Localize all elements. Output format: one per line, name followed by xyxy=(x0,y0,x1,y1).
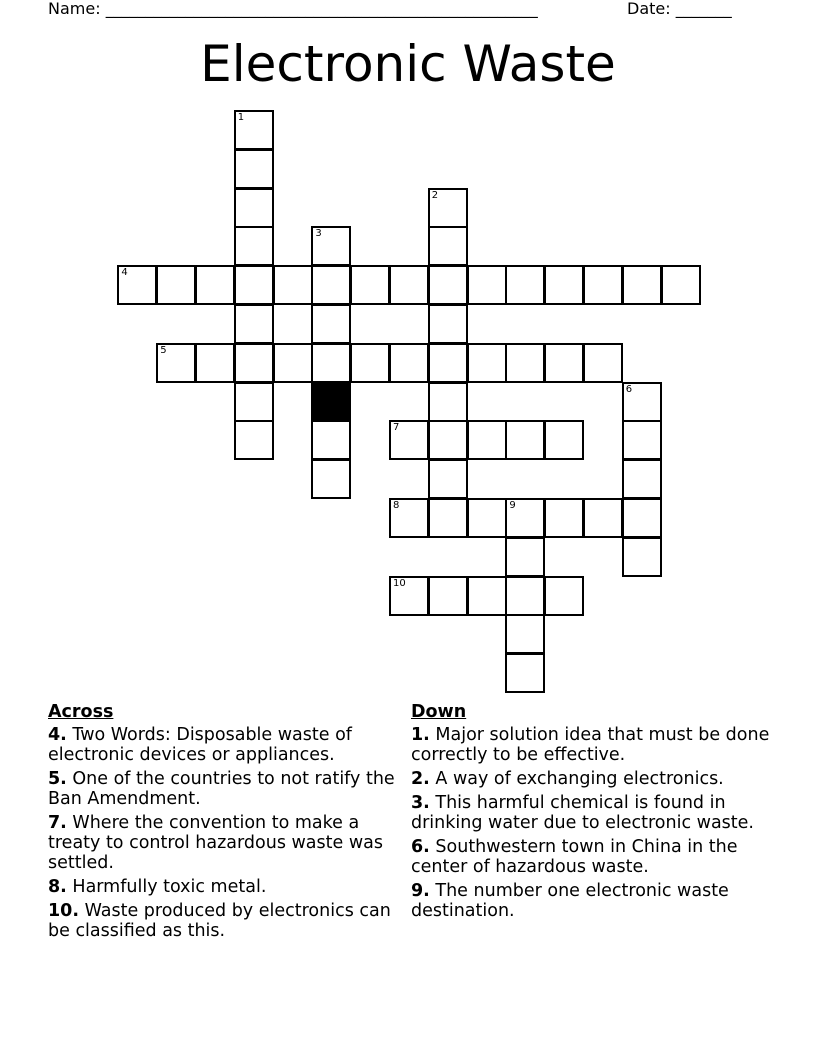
grid-cell[interactable] xyxy=(428,576,468,616)
grid-cell[interactable] xyxy=(234,343,274,383)
grid-cell[interactable] xyxy=(311,304,351,344)
clue-number: 3 xyxy=(315,228,322,240)
grid-cell[interactable] xyxy=(156,343,196,383)
clue-number: 7 xyxy=(393,422,400,434)
clue-number: 9 xyxy=(509,500,516,511)
grid-cell[interactable] xyxy=(544,265,584,305)
name-line[interactable]: ______________________________________________________ xyxy=(105,0,538,18)
grid-cell[interactable] xyxy=(505,653,545,693)
grid-cell[interactable] xyxy=(428,498,468,538)
grid-cell[interactable] xyxy=(428,459,468,499)
down-clues xyxy=(411,702,771,925)
grid-cell[interactable] xyxy=(583,343,623,383)
down-clue: 3. This harmful chemical is found in drinking water due to electronic waste. xyxy=(411,793,754,833)
grid-cell[interactable] xyxy=(234,110,274,150)
across-clue: 8. Harmfully toxic metal. xyxy=(48,877,267,897)
grid-cell[interactable] xyxy=(505,420,545,460)
down-clue: 1. Major solution idea that must be done correctly to be effective. xyxy=(411,725,770,765)
across-clues xyxy=(48,702,408,945)
grid-cell[interactable] xyxy=(622,498,662,538)
down-clue: 9. The number one electronic waste destination. xyxy=(411,881,729,921)
grid-cell[interactable] xyxy=(428,382,468,422)
clue-number: 1 xyxy=(237,112,245,123)
grid-cell[interactable] xyxy=(544,420,584,460)
grid-cell[interactable] xyxy=(505,265,545,305)
grid-cell[interactable] xyxy=(311,265,351,305)
clue-number: 4 xyxy=(121,267,128,279)
grid-cell[interactable] xyxy=(467,420,507,460)
grid-cell[interactable] xyxy=(583,265,623,305)
grid-cell[interactable] xyxy=(117,265,157,305)
grid-cell[interactable] xyxy=(467,343,507,383)
date-label: Date: xyxy=(627,0,671,18)
date-line[interactable]: _______ xyxy=(675,0,732,18)
clue-number: 5 xyxy=(160,344,167,356)
grid-cell[interactable] xyxy=(234,226,274,266)
grid-cell[interactable] xyxy=(156,265,196,305)
down-clue: 6. Southwestern town in China in the center of hazardous waste. xyxy=(411,837,738,877)
grid-cell[interactable] xyxy=(661,265,701,305)
black-square xyxy=(311,382,351,422)
grid-cell[interactable] xyxy=(622,420,662,460)
grid-cell[interactable] xyxy=(311,459,351,499)
grid-cell[interactable] xyxy=(622,459,662,499)
grid-cell[interactable] xyxy=(195,265,235,305)
grid-cell[interactable] xyxy=(389,420,429,460)
grid-cell[interactable] xyxy=(273,343,313,383)
clue-number: 8 xyxy=(393,500,400,511)
grid-cell[interactable] xyxy=(505,498,545,538)
down-heading: Down xyxy=(411,702,467,722)
grid-cell[interactable] xyxy=(428,304,468,344)
clue-number: 6 xyxy=(625,383,633,395)
across-heading: Across xyxy=(48,702,114,722)
across-clue: 10. Waste produced by electronics can be classified as this. xyxy=(48,901,391,941)
grid-cell[interactable] xyxy=(622,382,662,422)
grid-cell[interactable] xyxy=(234,420,274,460)
grid-cell[interactable] xyxy=(544,576,584,616)
clue-number: 2 xyxy=(431,189,439,201)
grid-cell[interactable] xyxy=(467,265,507,305)
across-clue: 5. One of the countries to not ratify the Ban Amendment. xyxy=(48,769,395,809)
grid-cell[interactable] xyxy=(389,265,429,305)
grid-cell[interactable] xyxy=(389,576,429,616)
grid-cell[interactable] xyxy=(234,265,274,305)
across-clue: 4. Two Words: Disposable waste of electronic devices or appliances. xyxy=(48,725,352,765)
grid-cell[interactable] xyxy=(622,537,662,577)
grid-cell[interactable] xyxy=(622,265,662,305)
grid-cell[interactable] xyxy=(544,498,584,538)
grid-cell[interactable] xyxy=(505,343,545,383)
grid-cell[interactable] xyxy=(234,188,274,228)
grid-cell[interactable] xyxy=(234,304,274,344)
grid-cell[interactable] xyxy=(195,343,235,383)
grid-cell[interactable] xyxy=(350,343,390,383)
grid-cell[interactable] xyxy=(389,343,429,383)
clue-number: 10 xyxy=(393,577,406,589)
grid-cell[interactable] xyxy=(234,382,274,422)
grid-cell[interactable] xyxy=(428,188,468,228)
grid-cell[interactable] xyxy=(389,498,429,538)
puzzle-title: Electronic Waste xyxy=(200,35,616,93)
down-clue: 2. A way of exchanging electronics. xyxy=(411,769,724,789)
name-label: Name: xyxy=(48,0,101,18)
grid-cell[interactable] xyxy=(311,343,351,383)
grid-cell[interactable] xyxy=(428,265,468,305)
grid-cell[interactable] xyxy=(350,265,390,305)
grid-cell[interactable] xyxy=(428,420,468,460)
grid-cell[interactable] xyxy=(311,420,351,460)
grid-cell[interactable] xyxy=(505,614,545,654)
grid-cell[interactable] xyxy=(273,265,313,305)
grid-cell[interactable] xyxy=(428,343,468,383)
grid-cell[interactable] xyxy=(544,343,584,383)
grid-cell[interactable] xyxy=(505,576,545,616)
grid-cell[interactable] xyxy=(467,576,507,616)
grid-cell[interactable] xyxy=(467,498,507,538)
grid-cell[interactable] xyxy=(583,498,623,538)
grid-cell[interactable] xyxy=(428,226,468,266)
across-clue: 7. Where the convention to make a treaty to control hazardous waste was settled. xyxy=(48,813,383,873)
grid-cell[interactable] xyxy=(311,226,351,266)
grid-cell[interactable] xyxy=(234,149,274,189)
grid-cell[interactable] xyxy=(505,537,545,577)
